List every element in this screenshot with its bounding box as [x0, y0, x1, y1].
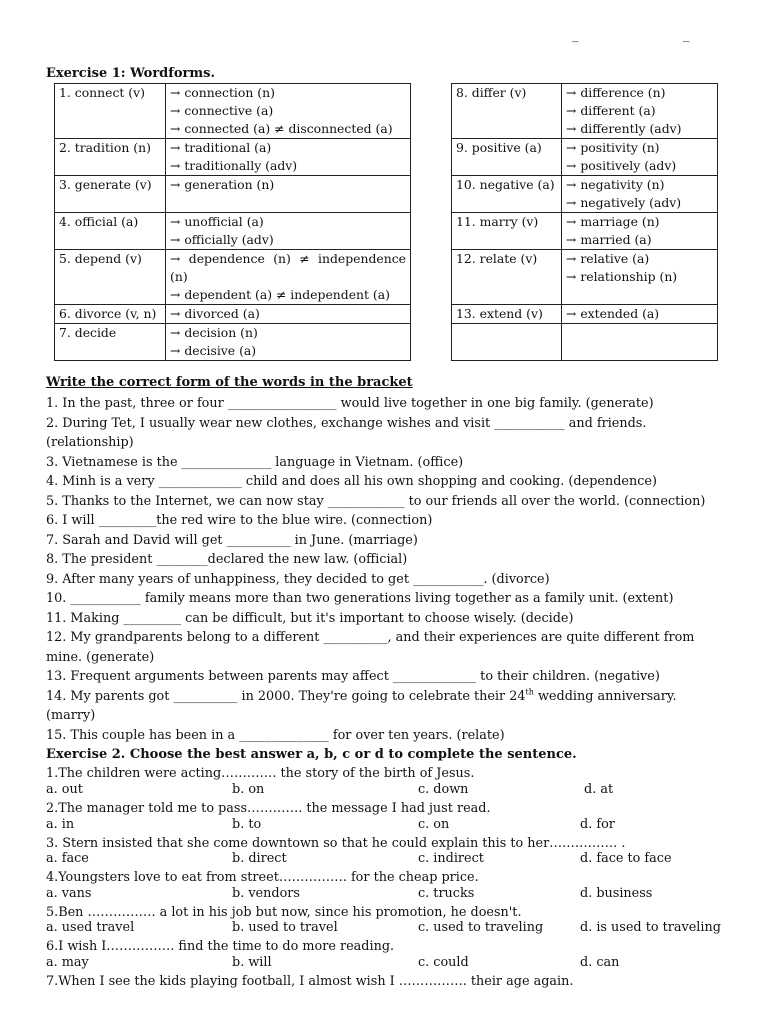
answer-option: b. used to travel: [232, 920, 338, 935]
word-form: → traditional (a): [170, 140, 272, 155]
word-form: → generation (n): [170, 177, 275, 192]
answer-option: a. may: [46, 955, 89, 970]
table-row: [55, 250, 411, 305]
table-row: [452, 305, 718, 324]
question-line: 2.The manager told me to pass…………. the message I had just read.: [46, 801, 491, 816]
word-form: → married (a): [566, 232, 652, 247]
word-forms: [166, 176, 411, 213]
base-word: 1. connect (v): [55, 84, 166, 139]
word-forms: [562, 84, 718, 139]
word-forms: [166, 139, 411, 176]
word-forms: [166, 213, 411, 250]
word-form: → decisive (a): [170, 343, 257, 358]
word-forms: [562, 305, 718, 324]
sentence-line: 2. During Tet, I usually wear new clothes, exchange wishes and visit ___________ and friends.: [46, 415, 647, 431]
question-line: 6.I wish I……………. find the time to do more reading.: [46, 939, 395, 954]
word-form: → relative (a): [566, 251, 650, 266]
base-word: 9. positive (a): [452, 139, 562, 176]
question-line: 4.Youngsters love to eat from street……………. for the cheap price.: [46, 870, 479, 885]
word-form: → positively (adv): [566, 158, 677, 173]
table-row: [55, 213, 411, 250]
word-form: → connected (a) ≠ disconnected (a): [170, 121, 393, 136]
sentence-line: 13. Frequent arguments between parents may affect _____________ to their children. (negative): [46, 669, 660, 684]
base-word: 12. relate (v): [452, 250, 562, 305]
sentence-line: (marry): [46, 708, 96, 723]
answer-option: b. direct: [232, 851, 287, 866]
word-form: → marriage (n): [566, 214, 660, 229]
wordforms-table-left: [54, 83, 411, 361]
table-row: [55, 324, 411, 361]
word-form: → unofficial (a): [170, 214, 264, 229]
sentence-line: 1. In the past, three or four _________________ would live together in one big family. (generate): [46, 396, 654, 411]
sentence-line: 12. My grandparents belong to a different __________, and their experiences are quite different from: [46, 630, 695, 645]
base-word: 13. extend (v): [452, 305, 562, 324]
word-form: → traditionally (adv): [170, 158, 298, 173]
word-forms: [166, 84, 411, 139]
answer-option: c. indirect: [418, 851, 484, 866]
word-form: → different (a): [566, 103, 656, 118]
answer-option: b. on: [232, 782, 265, 797]
answer-option: a. used travel: [46, 920, 135, 935]
question-line: 7.When I see the kids playing football, I almost wish I ……………. their age again.: [46, 974, 574, 989]
sentence-line: 6. I will _________the red wire to the blue wire. (connection): [46, 513, 433, 528]
answer-option: c. down: [418, 782, 469, 797]
word-form: → dependence (n) ≠ independence (n): [170, 251, 406, 284]
base-word: 8. differ (v): [452, 84, 562, 139]
table-row: [55, 84, 411, 139]
instructions-heading: Write the correct form of the words in the bracket: [46, 375, 413, 390]
word-form: → difference (n): [566, 85, 666, 100]
answer-option: c. could: [418, 955, 469, 970]
base-word: 10. negative (a): [452, 176, 562, 213]
sentence-line: 8. The president ________declared the new law. (official): [46, 552, 408, 567]
question-line: 3. Stern insisted that she come downtown so that he could explain this to her……………. .: [46, 836, 626, 851]
sentence-line: mine. (generate): [46, 649, 155, 665]
base-word: 6. divorce (v, n): [55, 305, 166, 324]
answer-option: b. vendors: [232, 886, 300, 901]
table-row: [452, 324, 718, 361]
word-form: → officially (adv): [170, 232, 274, 247]
word-forms: [166, 305, 411, 324]
word-form: → negatively (adv): [566, 195, 682, 210]
word-forms: [562, 213, 718, 250]
answer-option: d. business: [580, 886, 653, 901]
answer-option: b. will: [232, 955, 272, 970]
word-form: → connective (a): [170, 103, 274, 118]
header-dash: _: [683, 28, 690, 43]
sentence-line: 9. After many years of unhappiness, they decided to get ___________. (divorce): [46, 571, 550, 587]
answer-option: d. for: [580, 817, 615, 832]
exercise2-title: Exercise 2. Choose the best answer a, b, c or d to complete the sentence.: [46, 747, 577, 762]
sentence-line: 5. Thanks to the Internet, we can now stay ____________ to our friends all over the world. (connection): [46, 493, 706, 509]
sentence-line: 7. Sarah and David will get __________ in June. (marriage): [46, 532, 418, 548]
base-word: 5. depend (v): [55, 250, 166, 305]
table-row: [55, 139, 411, 176]
answer-option: c. on: [418, 817, 450, 832]
sentence-line: 4. Minh is a very _____________ child and does all his own shopping and cooking. (dependence): [46, 474, 657, 489]
answer-option: c. used to traveling: [418, 920, 544, 935]
answer-option: d. face to face: [580, 851, 672, 866]
table-row: [452, 84, 718, 139]
table-row: [452, 250, 718, 305]
sentence-line: 10. ___________ family means more than two generations living together as a family unit. (extent): [46, 591, 674, 606]
sentence-line: 11. Making _________ can be difficult, but it's important to choose wisely. (decide): [46, 610, 574, 626]
word-form: → connection (n): [170, 85, 275, 100]
answer-option: a. out: [46, 782, 83, 797]
word-form: → relationship (n): [566, 269, 678, 284]
base-word: 2. tradition (n): [55, 139, 166, 176]
base-word: [452, 324, 562, 361]
answer-option: d. is used to traveling: [580, 920, 721, 935]
table-row: [55, 176, 411, 213]
sentence-line: 14. My parents got __________ in 2000. They're going to celebrate their 24th wedding anniversary.: [46, 687, 677, 704]
table-row: [452, 176, 718, 213]
base-word: 3. generate (v): [55, 176, 166, 213]
base-word: 11. marry (v): [452, 213, 562, 250]
answer-option: d. can: [580, 955, 620, 970]
answer-option: c. trucks: [418, 886, 475, 901]
word-form: → differently (adv): [566, 121, 682, 136]
word-forms: [562, 139, 718, 176]
table-row: [452, 213, 718, 250]
table-row: [55, 305, 411, 324]
sentence-line: (relationship): [46, 435, 134, 450]
word-forms: [166, 250, 411, 305]
exercise1-title: Exercise 1: Wordforms.: [46, 66, 215, 81]
answer-option: a. vans: [46, 886, 92, 901]
word-forms: [562, 250, 718, 305]
answer-option: b. to: [232, 817, 262, 832]
word-forms: [166, 324, 411, 361]
base-word: 4. official (a): [55, 213, 166, 250]
answer-option: d. at: [584, 782, 614, 797]
table-row: [452, 139, 718, 176]
word-forms: [562, 324, 718, 361]
wordforms-table-right: [451, 83, 718, 361]
word-form: → dependent (a) ≠ independent (a): [170, 287, 390, 302]
word-form: → positivity (n): [566, 140, 660, 155]
word-form: → negativity (n): [566, 177, 665, 192]
word-form: → decision (n): [170, 325, 258, 340]
answer-option: a. face: [46, 851, 89, 866]
question-line: 1.The children were acting…………. the story of the birth of Jesus.: [46, 766, 475, 781]
header-dash: _: [572, 28, 579, 43]
word-form: → divorced (a): [170, 306, 260, 321]
word-forms: [562, 176, 718, 213]
word-form: → extended (a): [566, 306, 660, 321]
sentence-line: 3. Vietnamese is the ______________ language in Vietnam. (office): [46, 454, 464, 470]
sentence-line: 15. This couple has been in a ______________ for over ten years. (relate): [46, 727, 505, 743]
answer-option: a. in: [46, 817, 75, 832]
question-line: 5.Ben ……………. a lot in his job but now, since his promotion, he doesn't.: [46, 905, 522, 920]
base-word: 7. decide: [55, 324, 166, 361]
